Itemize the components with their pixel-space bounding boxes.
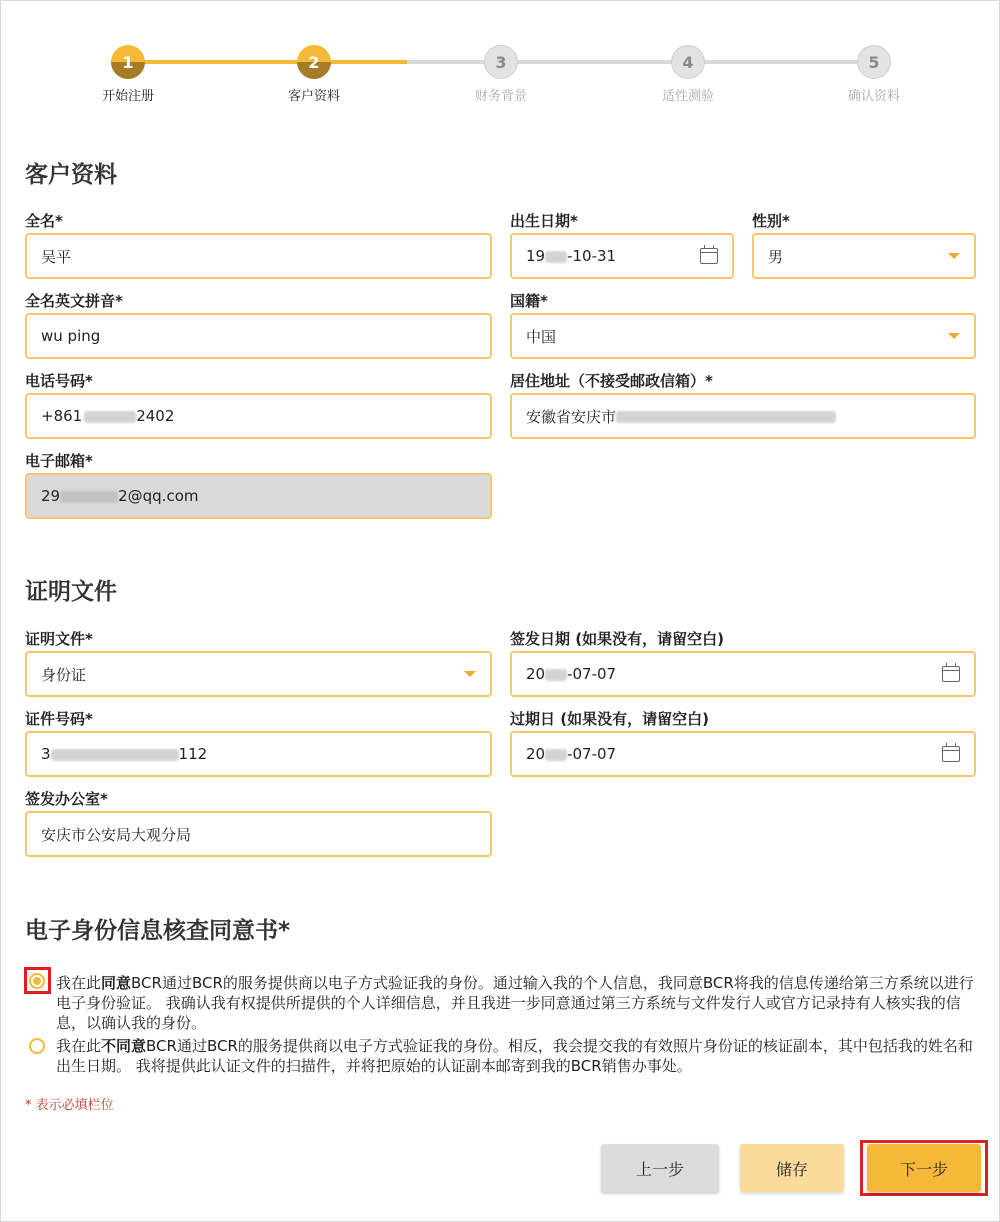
expiry-date-input[interactable] — [510, 731, 976, 777]
gender-value: 男 — [768, 247, 784, 266]
birth-date-label: 出生日期* — [510, 212, 578, 230]
birth-date-value — [526, 247, 700, 265]
redacted-mask — [616, 411, 836, 423]
step-4 — [618, 45, 758, 104]
redacted-mask — [84, 411, 136, 423]
step-3 — [431, 45, 571, 104]
name-pinyin-value: wu ping — [41, 327, 101, 345]
name-pinyin-label: 全名英文拼音* — [25, 292, 123, 310]
agree-option-text[interactable] — [56, 973, 981, 1033]
step-5 — [804, 45, 944, 104]
address-input[interactable] — [510, 393, 976, 439]
issue-date-prefix: 20 — [526, 665, 546, 683]
issue-date-input[interactable] — [510, 651, 976, 697]
id-docs-title: 证明文件 — [25, 579, 117, 605]
progress-stepper — [1, 41, 1000, 111]
disagree-text-bold: 不同意 — [101, 1037, 147, 1055]
doc-number-value — [41, 745, 476, 763]
redacted-mask — [60, 491, 118, 503]
expiry-date-suffix: -07-07 — [567, 745, 617, 763]
step-3-circle: 3 — [484, 45, 518, 79]
issuing-office-value: 安庆市公安局大观分局 — [41, 825, 192, 844]
doc-type-label: 证明文件* — [25, 630, 93, 648]
address-prefix: 安徽省安庆市 — [526, 407, 617, 426]
required-field-note: * 表示必填栏位 — [25, 1098, 114, 1113]
agree-text-post: BCR通过BCR的服务提供商以电子方式验证我的身份。通过输入我的个人信息，我同意BCR将我的信息传递给第三方系统以进行电子身份验证。 我确认我有权提供所提供的个人详细信息，并且我进一步同意通过第三方系统与文件发行人或官方记录持有人核实我的信息，以确认我的身份。 — [56, 974, 974, 1032]
phone-prefix: +861 — [41, 407, 83, 425]
doc-number-input[interactable] — [25, 731, 492, 777]
expiry-date-prefix: 20 — [526, 745, 546, 763]
step-2-label: 客户资料 — [287, 89, 340, 104]
step-1-circle: 1 — [111, 45, 145, 79]
email-input[interactable] — [25, 473, 492, 519]
step-1 — [58, 45, 198, 104]
nationality-label: 国籍* — [510, 292, 548, 310]
chevron-down-icon — [464, 671, 476, 677]
disagree-text-post: BCR通过BCR的服务提供商以电子方式验证我的身份。相反，我会提交我的有效照片身份证的核证副本，其中包括我的姓名和出生日期。 我将提供此认证文件的扫描件，并将把原始的认证副本邮寄到我的BCR销售办事处。 — [56, 1037, 973, 1075]
agree-radio[interactable] — [29, 973, 45, 989]
gender-select[interactable] — [752, 233, 976, 279]
chevron-down-icon — [948, 333, 960, 339]
doc-number-suffix: 112 — [178, 745, 208, 763]
doc-type-value: 身份证 — [41, 665, 87, 684]
full-name-value: 吴平 — [41, 247, 72, 266]
prev-step-button[interactable]: 上一步 — [601, 1144, 719, 1192]
issue-date-value — [526, 665, 942, 683]
doc-number-prefix: 3 — [41, 745, 51, 763]
agree-text-pre: 我在此 — [56, 974, 102, 992]
step-4-circle: 4 — [671, 45, 705, 79]
redacted-mask — [545, 749, 567, 761]
phone-input[interactable] — [25, 393, 492, 439]
step-2 — [244, 45, 384, 104]
disagree-text-pre: 我在此 — [56, 1037, 102, 1055]
email-suffix: 2@qq.com — [118, 487, 199, 505]
calendar-icon[interactable] — [942, 746, 960, 762]
doc-type-select[interactable] — [25, 651, 492, 697]
redacted-mask — [545, 669, 567, 681]
expiry-date-label: 过期日 (如果没有，请留空白) — [510, 710, 709, 728]
email-prefix: 29 — [41, 487, 61, 505]
step-4-label: 适性测验 — [661, 89, 714, 104]
step-3-label: 财务背景 — [474, 89, 527, 104]
disagree-radio[interactable] — [29, 1038, 45, 1054]
redacted-mask — [51, 749, 179, 761]
issuing-office-label: 签发办公室* — [25, 790, 108, 808]
save-button[interactable]: 储存 — [740, 1144, 844, 1192]
disagree-option-text[interactable] — [56, 1036, 981, 1076]
issue-date-label: 签发日期 (如果没有，请留空白) — [510, 630, 724, 648]
full-name-label: 全名* — [25, 212, 63, 230]
calendar-icon[interactable] — [700, 248, 718, 264]
issuing-office-input[interactable] — [25, 811, 492, 857]
client-info-title: 客户资料 — [25, 162, 117, 188]
birth-date-input[interactable] — [510, 233, 734, 279]
phone-label: 电话号码* — [25, 372, 93, 390]
phone-value — [41, 407, 476, 425]
phone-suffix: 2402 — [136, 407, 175, 425]
address-label: 居住地址（不接受邮政信箱）* — [510, 372, 713, 390]
nationality-select[interactable] — [510, 313, 976, 359]
birth-date-prefix: 19 — [526, 247, 546, 265]
expiry-date-value — [526, 745, 942, 763]
step-5-circle: 5 — [857, 45, 891, 79]
issue-date-suffix: -07-07 — [567, 665, 617, 683]
chevron-down-icon — [948, 253, 960, 259]
step-5-label: 确认资料 — [847, 89, 900, 104]
birth-date-suffix: -10-31 — [567, 247, 617, 265]
name-pinyin-input[interactable] — [25, 313, 492, 359]
agree-text-bold: 同意 — [101, 974, 132, 992]
step-1-label: 开始注册 — [101, 89, 154, 104]
calendar-icon[interactable] — [942, 666, 960, 682]
consent-title: 电子身份信息核查同意书* — [25, 918, 291, 944]
redacted-mask — [545, 251, 567, 263]
email-label: 电子邮箱* — [25, 452, 93, 470]
email-value — [41, 487, 476, 505]
address-value — [526, 406, 960, 427]
full-name-input[interactable] — [25, 233, 492, 279]
nationality-value: 中国 — [526, 327, 557, 346]
gender-label: 性别* — [752, 212, 790, 230]
step-2-circle: 2 — [297, 45, 331, 79]
doc-number-label: 证件号码* — [25, 710, 93, 728]
next-step-button[interactable]: 下一步 — [867, 1144, 981, 1192]
